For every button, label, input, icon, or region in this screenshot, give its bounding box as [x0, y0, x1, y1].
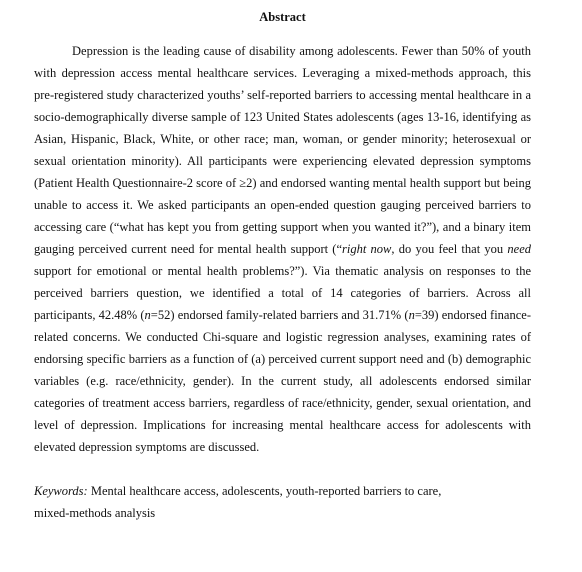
keywords-line: [34, 480, 464, 524]
abstract-emphasis: n: [408, 308, 415, 322]
abstract-heading: Abstract: [259, 10, 306, 24]
abstract-emphasis: need: [507, 242, 531, 256]
abstract-text-segment: support for emotional or mental health problems?”). Via thematic analysis on responses to the perceived barriers question, we identified a total of 14 categories of barriers. Across all participants, 42.48% (: [34, 264, 531, 322]
paper-page: [34, 8, 531, 524]
keywords-text: Mental healthcare access, adolescents, youth-reported barriers to care, mixed-methods analysis: [34, 484, 442, 520]
abstract-emphasis: n: [144, 308, 151, 322]
abstract-text-segment: Depression is the leading cause of disability among adolescents. Fewer than 50% of youth with depression access mental healthcare services. Leveraging a mixed-methods approach, this pre-registered study characterized youths’ self-reported barriers to accessing mental healthcare in a socio-demographically diverse sample of 123 United States adolescents (ages 13-16, identifying as Asian, Hispanic, Black, White, or other race; man, woman, or gender minority; heterosexual or sexual orientation minority). All participants were experiencing elevated depression symptoms (Patient Health Questionnaire-2 score of ≥2) and endorsed wanting mental health support but being unable to access it. We asked participants an open-ended question gauging perceived barriers to accessing care (“what has kept you from getting support when you wanted it?”), and a binary item gauging perceived current need for mental health support (“: [34, 44, 531, 256]
abstract-text-segment: =39) endorsed finance-related concerns. We conducted Chi-square and logistic regression analyses, examining rates of endorsing specific barriers as a function of (a) perceived current support need and (b) demographic variables (e.g. race/ethnicity, gender). In the current study, all adolescents endorsed similar categories of treatment access barriers, regardless of race/ethnicity, gender, sexual orientation, and level of depression. Implications for increasing mental healthcare access for adolescents with elevated depression symptoms are discussed.: [34, 308, 531, 454]
abstract-text-segment: =52) endorsed family-related barriers and 31.71% (: [150, 308, 409, 322]
abstract-emphasis: right now: [342, 242, 392, 256]
abstract-text-segment: , do you feel that you: [391, 242, 508, 256]
abstract-body: [34, 40, 531, 458]
keywords-label: Keywords:: [34, 484, 88, 498]
